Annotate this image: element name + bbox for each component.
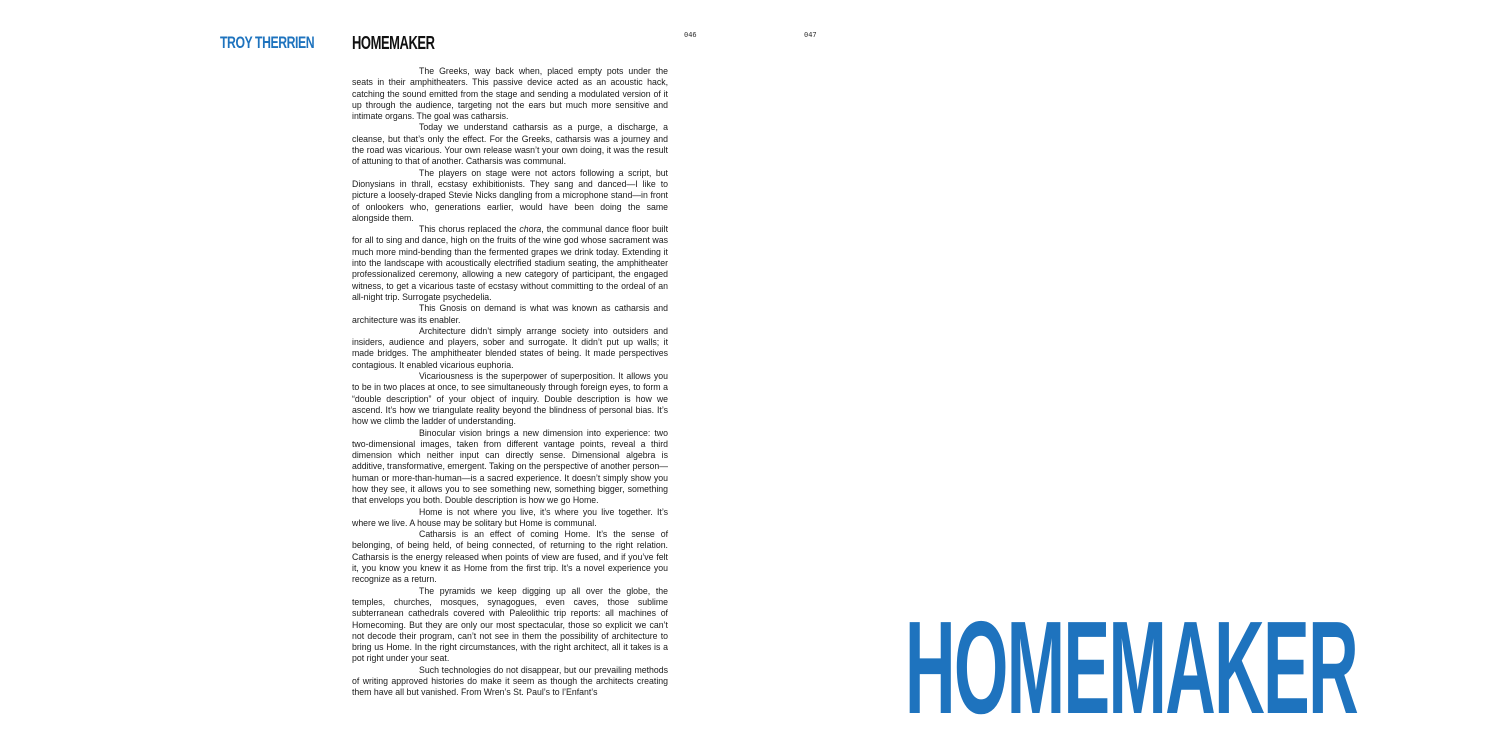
paragraph: Today we understand catharsis as a purge, a discharge, a cleanse, but that’s only the effect. For the Greeks, catharsis was a journey and the road was vicarious. Your own release wasn’t your own doing, it was the result of attuning to that of another. Catharsis was communal. [352, 122, 668, 167]
display-title: HOMEMAKER [905, 594, 1358, 741]
author-name: TROY THERRIEN [220, 33, 315, 52]
paragraph: The players on stage were not actors following a script, but Dionysians in thrall, ecstasy exhibitionists. They sang and danced—I like to picture a loosely-draped Stevie Nicks dangling from a microphone stand—in front of onlookers who, generations earlier, would have been doing the same alongside them. [352, 167, 668, 223]
paragraph: Vicariousness is the superpower of superposition. It allows you to be in two places at once, to see simultaneously through foreign eyes, to form a “double description” of your object of inquiry. Double description is how we ascend. It’s how we triangulate reality beyond the blindness of personal bias. It’s how we climb the ladder of understanding. [352, 371, 668, 427]
paragraph: Catharsis is an effect of coming Home. It’s the sense of belonging, of being held, of being connected, of returning to the right relation. Catharsis is the energy released when points of view are fused, and if you’ve felt it, you know you knew it as Home from the first trip. It’s a novel experience you recognize as a return. [352, 529, 668, 585]
paragraph: Home is not where you live, it’s where you live together. It’s where we live. A house may be solitary but Home is communal. [352, 506, 668, 528]
essay-body [352, 66, 668, 699]
paragraph-text: , the communal dance floor built for all to sing and dance, high on the fruits of the wine god whose sacrament was much more mind-bending than the fermented grapes we drink today. Extending it into the landscape with acoustically electrified stadium seating, the amphitheater professionalized ceremony, allowing a new category of participant, the engaged witness, to get a vicarious taste of ecstasy without committing to the ordeal of an all-night trip. Surrogate psychedelia. [352, 224, 669, 302]
paragraph: Such technologies do not disappear, but our prevailing methods of writing approved histories do make it seem as though the architects creating them have all but vanished. From Wren’s St. Paul’s to l’Enfant’s [352, 664, 668, 698]
paragraph: The pyramids we keep digging up all over the globe, the temples, churches, mosques, synagogues, even caves, those sublime subterranean cathedrals covered with Paleolithic trip reports: all machines of Homecoming. But they are only our most spectacular, those so explicit we can’t not decode their program, can’t not see in them the possibility of architecture to bring us Home. In the right circumstances, with the right architect, all it takes is a pot right under your seat. [352, 585, 668, 664]
italic-term: chora [519, 224, 542, 235]
page-number-right: 047 [804, 31, 817, 39]
paragraph [352, 224, 668, 303]
paragraph: The Greeks, way back when, placed empty pots under the seats in their amphitheaters. This passive device acted as an acoustic hack, catching the sound emitted from the stage and sending a modulated version of it up through the audience, targeting not the ears but much more sensitive and intimate organs. The goal was catharsis. [352, 66, 668, 122]
paragraph: This Gnosis on demand is what was known as catharsis and architecture was its enabler. [352, 303, 668, 325]
page-number-left: 046 [684, 31, 697, 39]
paragraph-text: This chorus replaced the [419, 224, 520, 235]
paragraph: Architecture didn’t simply arrange society into outsiders and insiders, audience and players, sober and surrogate. It didn’t put up walls; it made bridges. The amphitheater blended states of being. It made perspectives contagious. It enabled vicarious euphoria. [352, 325, 668, 370]
paragraph: Binocular vision brings a new dimension into experience: two two-dimensional images, taken from different vantage points, reveal a third dimension which neither input can directly sense. Dimensional algebra is additive, transformative, emergent. Taking on the perspective of another person—human or more-than-human—is a sacred experience. It doesn’t simply show you how they see, it allows you to see something new, something bigger, something that envelops you both. Double description is how we go Home. [352, 427, 668, 506]
running-title: HOMEMAKER [352, 33, 435, 53]
